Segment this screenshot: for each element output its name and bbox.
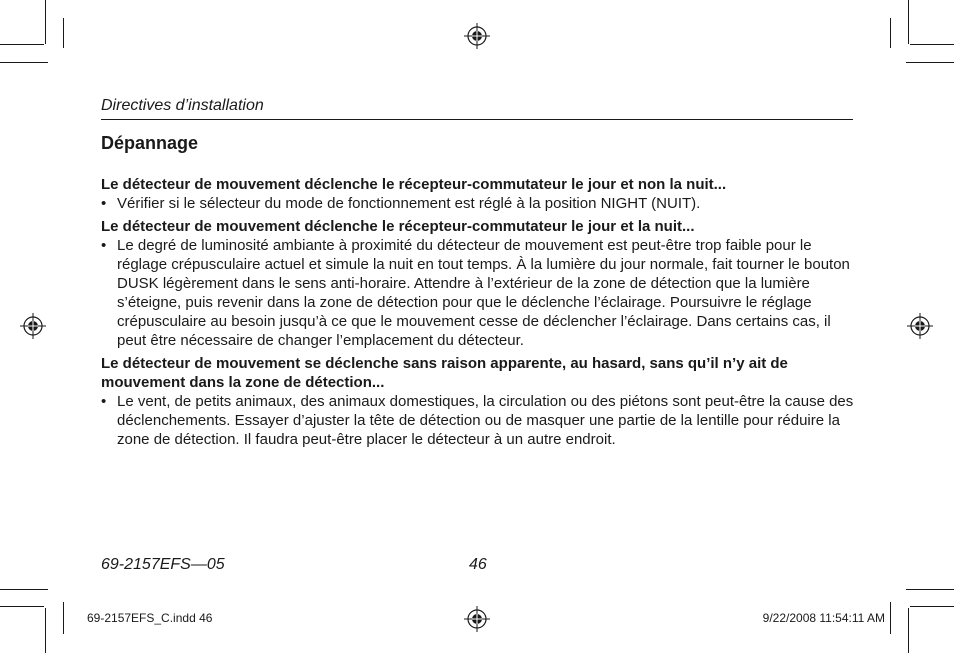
solution-item — [101, 392, 857, 449]
crop-mark-bottom-right-inner-vertical — [890, 602, 891, 634]
crop-mark-top-right-inner-horizontal — [906, 62, 954, 63]
bullet-glyph: • — [101, 393, 107, 410]
crop-mark-top-left-inner-vertical — [63, 18, 64, 48]
bullet-glyph: • — [101, 195, 107, 212]
crop-mark-top-right-horizontal — [910, 44, 954, 45]
problem-heading: Le détecteur de mouvement déclenche le récepteur-commutateur le jour et la nuit... — [101, 218, 695, 235]
solution-item — [101, 194, 857, 213]
crop-mark-top-left-horizontal — [0, 44, 44, 45]
problem-heading: Le détecteur de mouvement se déclenche sans raison apparente, au hasard, sans qu’il n’y ait de mouvement dans la zone de détection... — [101, 355, 788, 391]
page-number: 46 — [469, 556, 487, 573]
crop-mark-bottom-right-horizontal — [910, 606, 954, 607]
crop-mark-bottom-left-horizontal — [0, 606, 44, 607]
crop-mark-bottom-left-inner-horizontal — [0, 589, 48, 590]
crop-mark-bottom-left-vertical — [45, 608, 46, 653]
crop-mark-top-right-inner-vertical — [890, 18, 891, 48]
registration-mark-icon — [464, 606, 490, 632]
registration-mark-icon — [20, 313, 46, 339]
solution-text: Vérifier si le sélecteur du mode de fonctionnement est réglé à la position NIGHT (NUIT). — [117, 195, 701, 212]
crop-mark-top-left-inner-horizontal — [0, 62, 48, 63]
registration-mark-icon — [464, 23, 490, 49]
crop-mark-top-right-vertical — [908, 0, 909, 44]
section-title: Dépannage — [101, 133, 199, 153]
crop-mark-bottom-right-inner-horizontal — [906, 589, 954, 590]
solution-item — [101, 236, 857, 350]
header-rule — [101, 119, 853, 120]
solution-text: Le vent, de petits animaux, des animaux domestiques, la circulation ou des piétons sont peut-être la cause des déclenchements. Essayer d’ajuster la tête de détection ou de masquer une partie de la lentille pour réduire la zone de détection. Il faudra peut-être placer le détecteur à un autre endroit. — [117, 393, 854, 448]
troubleshooting-content — [101, 175, 857, 453]
crop-mark-bottom-left-inner-vertical — [63, 602, 64, 634]
solution-text: Le degré de luminosité ambiante à proximité du détecteur de mouvement est peut-être trop faible pour le réglage crépusculaire actuel et simule la nuit en tout temps. À la lumière du jour normale, fait tourner le bouton DUSK légèrement dans le sens anti-horaire. Attendre à l’extérieur de la zone de détection que la lumière s’éteigne, puis revenir dans la zone de détection pour que le déclenche l’éclairage. Poursuivre le réglage crépusculaire au besoin jusqu’à ce que le mouvement cesse de déclencher l’éclairage. Dans certains cas, il peut être nécessaire de changer l’emplacement du détecteur. — [117, 237, 850, 349]
running-head: Directives d’installation — [101, 97, 264, 114]
crop-mark-top-left-vertical — [45, 0, 46, 44]
registration-mark-icon — [907, 313, 933, 339]
slug-file-name: 69-2157EFS_C.indd 46 — [87, 611, 213, 625]
slug-timestamp: 9/22/2008 11:54:11 AM — [762, 611, 885, 625]
bullet-glyph: • — [101, 237, 107, 254]
document-number: 69-2157EFS—05 — [101, 556, 225, 573]
crop-mark-bottom-right-vertical — [908, 608, 909, 653]
problem-heading: Le détecteur de mouvement déclenche le récepteur-commutateur le jour et non la nuit... — [101, 176, 727, 193]
